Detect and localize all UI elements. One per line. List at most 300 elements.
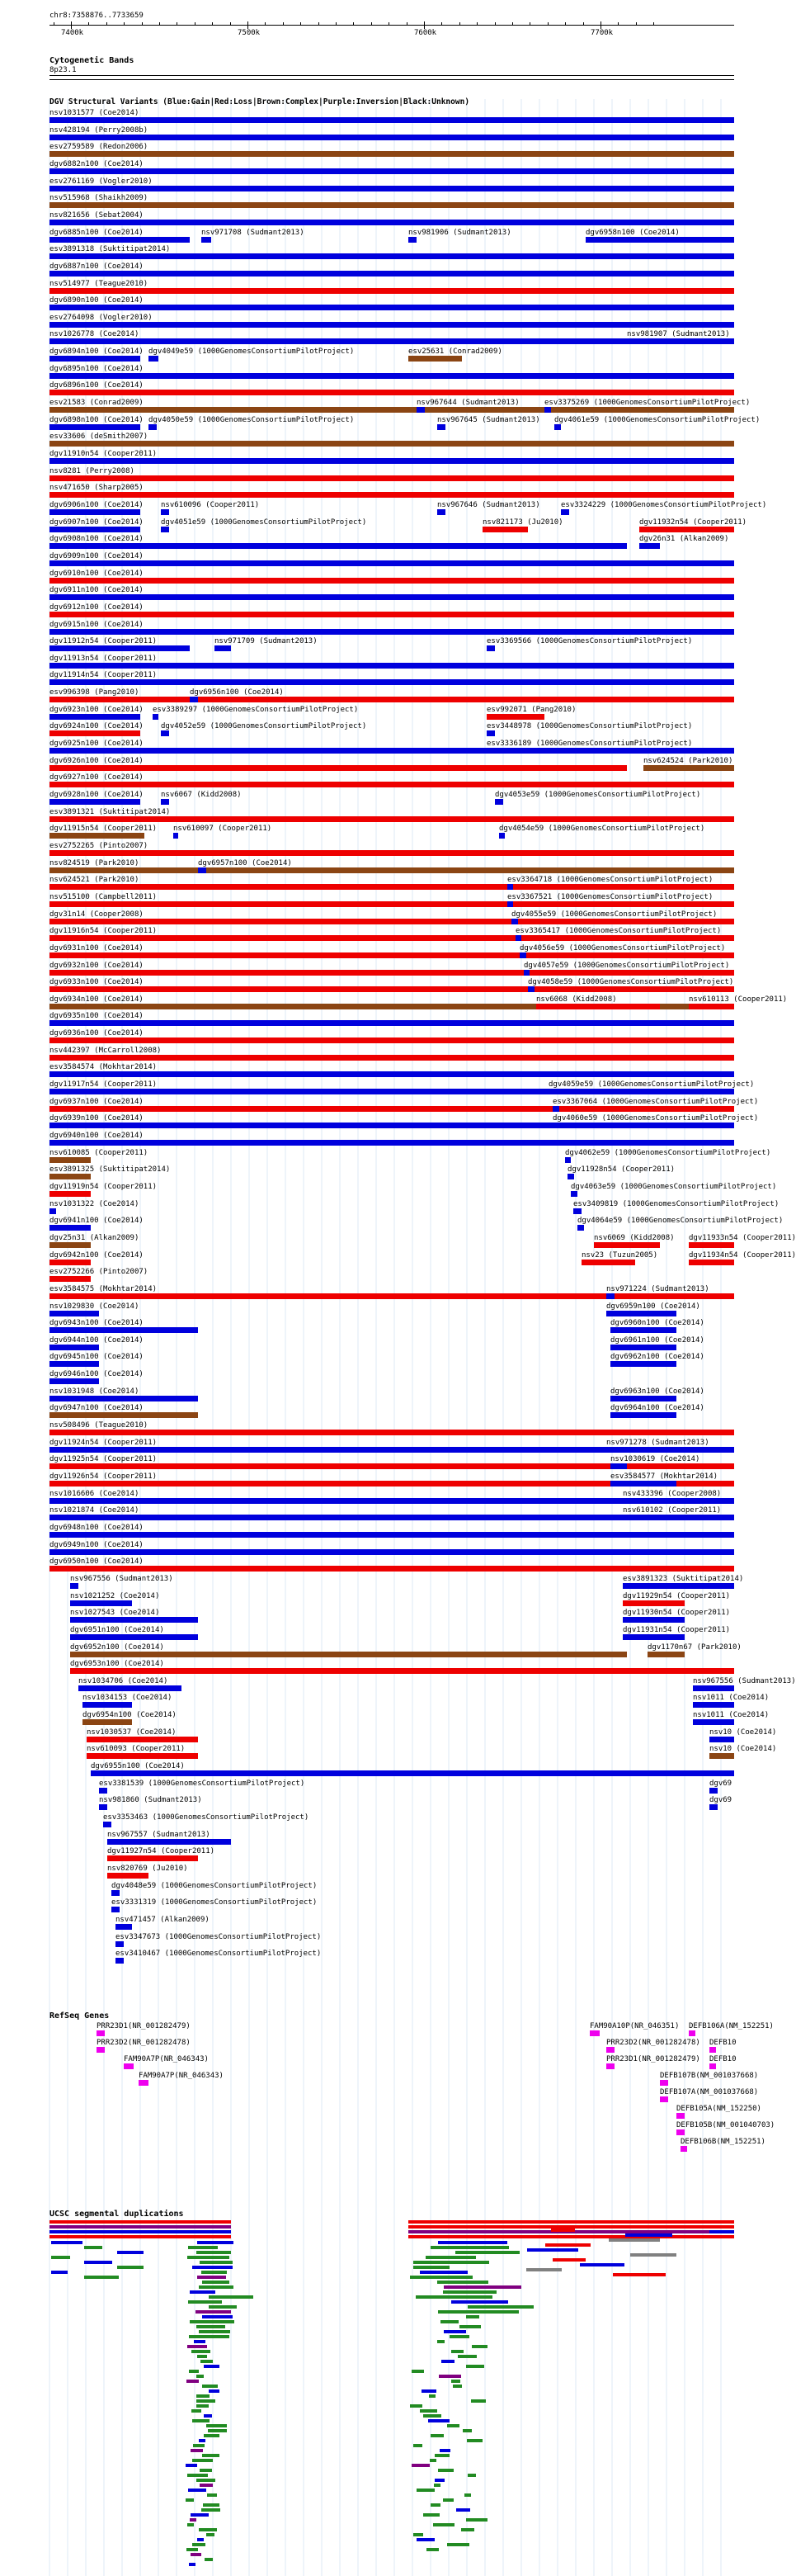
- refseq-gene-label[interactable]: DEFB106B(NM_152251): [681, 2138, 765, 2146]
- segdup-block[interactable]: [197, 2276, 226, 2279]
- dgv-variant-bar[interactable]: [623, 1498, 685, 1504]
- dgv-variant-bar[interactable]: [577, 1225, 584, 1231]
- dgv-variant-label[interactable]: dgv11931n54 (Cooper2011): [623, 1625, 731, 1634]
- segdup-block[interactable]: [455, 2251, 520, 2254]
- segdup-block[interactable]: [613, 2273, 666, 2276]
- dgv-variant-label[interactable]: dgv6894n100 (Coe2014): [49, 347, 144, 357]
- dgv-variant-label[interactable]: dgv4054e59 (1000GenomesConsortiumPilotProject): [499, 825, 705, 834]
- segdup-block[interactable]: [580, 2263, 624, 2266]
- dgv-variant-bar[interactable]: [115, 1924, 132, 1930]
- dgv-variant-label[interactable]: dgv6939n100 (Coe2014): [49, 1114, 144, 1123]
- dgv-variant-bar[interactable]: [536, 1004, 660, 1009]
- dgv-variant-bar[interactable]: [709, 1753, 734, 1759]
- dgv-variant-label[interactable]: dgv11917n54 (Cooper2011): [49, 1080, 158, 1089]
- refseq-gene-glyph[interactable]: [606, 2063, 615, 2069]
- dgv-variant-bar[interactable]: [161, 799, 169, 805]
- dgv-variant-bar[interactable]: [214, 645, 231, 651]
- segdup-block[interactable]: [199, 2528, 217, 2531]
- dgv-variant-label[interactable]: dgv6931n100 (Coe2014): [49, 943, 144, 952]
- dgv-variant-label[interactable]: dgv6928n100 (Coe2014): [49, 791, 144, 799]
- dgv-variant-label[interactable]: nsv428194 (Perry2008b): [49, 125, 148, 135]
- dgv-variant-label[interactable]: dgv6947n100 (Coe2014): [49, 1404, 144, 1413]
- dgv-variant-label[interactable]: dgv6924n100 (Coe2014): [49, 722, 144, 731]
- dgv-variant-label[interactable]: dgv11925n54 (Cooper2011): [49, 1455, 158, 1464]
- dgv-variant-bar[interactable]: [606, 1447, 615, 1453]
- segdup-block[interactable]: [190, 2320, 234, 2323]
- dgv-variant-label[interactable]: nsv1031948 (Coe2014): [49, 1387, 139, 1396]
- dgv-variant-label[interactable]: dgv11930n54 (Cooper2011): [623, 1609, 731, 1618]
- dgv-variant-label[interactable]: dgv6954n100 (Coe2014): [82, 1711, 177, 1720]
- refseq-gene-label[interactable]: PRR23D1(NR_001282479): [97, 2022, 191, 2030]
- dgv-variant-label[interactable]: dgv4061e59 (1000GenomesConsortiumPilotProject): [554, 415, 761, 424]
- dgv-variant-bar[interactable]: [70, 1617, 198, 1623]
- dgv-variant-label[interactable]: dgv6898n100 (Coe2014): [49, 415, 144, 424]
- segdup-block[interactable]: [188, 2246, 218, 2249]
- dgv-variant-bar[interactable]: [49, 458, 734, 464]
- segdup-block[interactable]: [429, 2394, 436, 2398]
- segdup-block[interactable]: [463, 2429, 472, 2432]
- dgv-variant-bar[interactable]: [49, 1276, 91, 1282]
- dgv-variant-label[interactable]: nsv1031322 (Coe2014): [49, 1199, 139, 1208]
- dgv-variant-bar[interactable]: [49, 1345, 99, 1350]
- segdup-block[interactable]: [191, 2350, 210, 2353]
- segdup-block[interactable]: [461, 2528, 474, 2531]
- dgv-variant-bar[interactable]: [49, 1293, 734, 1299]
- segdup-block[interactable]: [187, 2256, 229, 2259]
- dgv-variant-label[interactable]: esv3375269 (1000GenomesConsortiumPilotProject): [544, 399, 751, 408]
- segdup-block[interactable]: [208, 2429, 227, 2432]
- dgv-variant-bar[interactable]: [565, 1157, 571, 1163]
- segdup-block[interactable]: [444, 2330, 466, 2333]
- dgv-variant-label[interactable]: dgv4048e59 (1000GenomesConsortiumPilotProject): [111, 1881, 318, 1890]
- dgv-variant-label[interactable]: dgv6948n100 (Coe2014): [49, 1523, 144, 1532]
- dgv-variant-label[interactable]: nsv971708 (Sudmant2013): [201, 228, 304, 237]
- dgv-variant-label[interactable]: dgv6933n100 (Coe2014): [49, 978, 144, 987]
- segdup-block[interactable]: [189, 2335, 229, 2338]
- dgv-variant-label[interactable]: nsv967556 (Sudmant2013): [693, 1676, 796, 1685]
- dgv-variant-bar[interactable]: [553, 1106, 559, 1112]
- dgv-variant-label[interactable]: esv3891321 (Suktitipat2014): [49, 807, 171, 816]
- dgv-variant-label[interactable]: esv2764098 (Vogler2010): [49, 313, 153, 322]
- dgv-variant-label[interactable]: dgv4059e59 (1000GenomesConsortiumPilotProject): [549, 1080, 755, 1089]
- dgv-variant-label[interactable]: esv992071 (Pang2010): [487, 705, 577, 714]
- dgv-variant-label[interactable]: dgv6937n100 (Coe2014): [49, 1097, 144, 1106]
- dgv-variant-label[interactable]: nsv471650 (Sharp2005): [49, 484, 144, 493]
- segdup-block[interactable]: [49, 2230, 231, 2233]
- dgv-variant-bar[interactable]: [49, 645, 190, 651]
- segdup-block[interactable]: [196, 2404, 209, 2408]
- dgv-variant-label[interactable]: esv2752265 (Pinto2007): [49, 841, 148, 850]
- segdup-block[interactable]: [553, 2258, 586, 2262]
- dgv-variant-label[interactable]: dgv11912n54 (Cooper2011): [49, 637, 158, 646]
- dgv-variant-label[interactable]: nsv1016606 (Coe2014): [49, 1489, 139, 1498]
- segdup-block[interactable]: [439, 2375, 461, 2378]
- segdup-block[interactable]: [450, 2335, 469, 2338]
- segdup-block[interactable]: [408, 2235, 734, 2238]
- dgv-variant-bar[interactable]: [70, 1668, 734, 1674]
- segdup-block[interactable]: [420, 2409, 437, 2413]
- dgv-variant-bar[interactable]: [107, 1855, 198, 1861]
- dgv-variant-bar[interactable]: [49, 407, 734, 413]
- dgv-variant-label[interactable]: nsv471457 (Alkan2009): [115, 1915, 210, 1924]
- segdup-block[interactable]: [466, 2365, 484, 2368]
- segdup-block[interactable]: [423, 2513, 440, 2517]
- dgv-variant-bar[interactable]: [709, 1737, 734, 1742]
- segdup-block[interactable]: [188, 2300, 222, 2304]
- segdup-block[interactable]: [471, 2399, 486, 2403]
- segdup-block[interactable]: [202, 2385, 218, 2388]
- dgv-variant-bar[interactable]: [49, 305, 734, 310]
- segdup-block[interactable]: [412, 2464, 430, 2467]
- dgv-variant-label[interactable]: nsv442397 (McCarroll2008): [49, 1046, 162, 1055]
- dgv-variant-label[interactable]: esv3891318 (Suktitipat2014): [49, 245, 171, 254]
- dgv-variant-bar[interactable]: [49, 202, 734, 208]
- dgv-variant-label[interactable]: dgv11916n54 (Cooper2011): [49, 927, 158, 936]
- dgv-variant-bar[interactable]: [511, 919, 518, 924]
- dgv-variant-bar[interactable]: [49, 1412, 198, 1418]
- dgv-variant-label[interactable]: dgv6906n100 (Coe2014): [49, 500, 144, 509]
- dgv-variant-label[interactable]: esv3331319 (1000GenomesConsortiumPilotProject): [111, 1898, 318, 1907]
- dgv-variant-label[interactable]: nsv610085 (Cooper2011): [49, 1148, 148, 1157]
- dgv-variant-label[interactable]: dgv11927n54 (Cooper2011): [107, 1847, 215, 1856]
- refseq-gene-label[interactable]: PRR23D2(NR_001282478): [97, 2039, 191, 2047]
- dgv-variant-bar[interactable]: [198, 867, 206, 873]
- dgv-variant-bar[interactable]: [49, 1396, 198, 1401]
- dgv-variant-bar[interactable]: [111, 1890, 120, 1896]
- segdup-block[interactable]: [202, 2281, 229, 2284]
- dgv-variant-label[interactable]: dgv11926n54 (Cooper2011): [49, 1472, 158, 1481]
- dgv-variant-bar[interactable]: [606, 1293, 615, 1299]
- dgv-variant-label[interactable]: nsv610096 (Cooper2011): [161, 500, 260, 509]
- dgv-variant-bar[interactable]: [528, 986, 535, 992]
- dgv-variant-label[interactable]: nsv1030619 (Coe2014): [610, 1455, 700, 1464]
- refseq-gene-label[interactable]: FAM90A10P(NR_046351): [590, 2022, 680, 2030]
- segdup-block[interactable]: [435, 2454, 450, 2457]
- segdup-block[interactable]: [458, 2355, 477, 2358]
- dgv-variant-bar[interactable]: [49, 1327, 198, 1333]
- dgv-variant-label[interactable]: esv25631 (Conrad2009): [408, 347, 502, 357]
- dgv-variant-bar[interactable]: [648, 1652, 685, 1657]
- refseq-gene-label[interactable]: FAM90A7P(NR_046343): [124, 2055, 209, 2063]
- dgv-variant-label[interactable]: nsv23 (Tuzun2005): [582, 1250, 658, 1260]
- dgv-variant-bar[interactable]: [49, 697, 734, 702]
- segdup-block[interactable]: [199, 2439, 205, 2442]
- dgv-variant-bar[interactable]: [49, 901, 734, 907]
- segdup-block[interactable]: [451, 2380, 460, 2383]
- segdup-block[interactable]: [410, 2404, 422, 2408]
- dgv-variant-bar[interactable]: [87, 1737, 198, 1742]
- segdup-block[interactable]: [438, 2310, 519, 2314]
- dgv-variant-bar[interactable]: [49, 1463, 734, 1469]
- segdup-block[interactable]: [191, 2553, 201, 2556]
- dgv-variant-label[interactable]: nsv8281 (Perry2008): [49, 466, 134, 475]
- dgv-variant-label[interactable]: esv33606 (deSmith2007): [49, 432, 148, 442]
- segdup-block[interactable]: [428, 2419, 450, 2422]
- segdup-block[interactable]: [200, 2261, 233, 2264]
- segdup-block[interactable]: [189, 2370, 199, 2373]
- dgv-variant-bar[interactable]: [437, 509, 445, 515]
- dgv-variant-bar[interactable]: [49, 1191, 91, 1197]
- dgv-variant-label[interactable]: nsv610093 (Cooper2011): [87, 1745, 186, 1754]
- segdup-block[interactable]: [201, 2508, 220, 2512]
- dgv-variant-label[interactable]: esv3584577 (Mokhtar2014): [610, 1472, 718, 1481]
- segdup-block[interactable]: [192, 2266, 233, 2269]
- dgv-variant-bar[interactable]: [610, 1327, 676, 1333]
- dgv-variant-bar[interactable]: [49, 884, 734, 890]
- segdup-block[interactable]: [468, 2474, 476, 2477]
- dgv-variant-label[interactable]: nsv508496 (Teague2010): [49, 1421, 148, 1430]
- dgv-variant-bar[interactable]: [161, 730, 169, 736]
- dgv-variant-bar[interactable]: [49, 1311, 99, 1316]
- segdup-block[interactable]: [205, 2558, 213, 2561]
- dgv-variant-label[interactable]: nsv610097 (Cooper2011): [173, 825, 272, 834]
- dgv-variant-bar[interactable]: [173, 833, 178, 839]
- refseq-gene-label[interactable]: DEFB10: [709, 2039, 737, 2047]
- dgv-variant-label[interactable]: dgv6908n100 (Coe2014): [49, 535, 144, 544]
- segdup-block[interactable]: [192, 2419, 210, 2422]
- dgv-variant-label[interactable]: dgv6952n100 (Coe2014): [70, 1642, 164, 1652]
- refseq-gene-glyph[interactable]: [139, 2080, 148, 2086]
- refseq-gene-label[interactable]: PRR23D1(NR_001282479): [606, 2055, 700, 2063]
- dgv-variant-bar[interactable]: [499, 833, 505, 839]
- dgv-variant-label[interactable]: nsv515100 (Campbell2011): [49, 892, 158, 901]
- dgv-variant-label[interactable]: dgv4049e59 (1000GenomesConsortiumPilotProject): [148, 347, 355, 357]
- segdup-block[interactable]: [192, 2543, 205, 2546]
- dgv-variant-label[interactable]: dgv6923n100 (Coe2014): [49, 705, 144, 714]
- dgv-variant-bar[interactable]: [115, 1958, 124, 1964]
- dgv-variant-bar[interactable]: [153, 714, 158, 720]
- dgv-variant-bar[interactable]: [49, 560, 734, 566]
- dgv-variant-label[interactable]: esv3381539 (1000GenomesConsortiumPilotProject): [99, 1779, 305, 1788]
- dgv-variant-bar[interactable]: [115, 1941, 124, 1947]
- dgv-variant-label[interactable]: dgv4064e59 (1000GenomesConsortiumPilotProject): [577, 1217, 784, 1226]
- dgv-variant-label[interactable]: dgv4063e59 (1000GenomesConsortiumPilotProject): [571, 1182, 777, 1191]
- dgv-variant-bar[interactable]: [594, 1242, 660, 1248]
- dgv-variant-label[interactable]: dgv6882n100 (Coe2014): [49, 159, 144, 168]
- dgv-variant-bar[interactable]: [623, 1515, 685, 1520]
- segdup-block[interactable]: [451, 2300, 508, 2304]
- segdup-block[interactable]: [197, 2241, 233, 2244]
- dgv-variant-bar[interactable]: [49, 135, 734, 140]
- dgv-variant-label[interactable]: dgv11910n54 (Cooper2011): [49, 450, 158, 458]
- segdup-block[interactable]: [190, 2518, 196, 2522]
- segdup-block[interactable]: [188, 2489, 206, 2492]
- segdup-block[interactable]: [203, 2503, 219, 2507]
- dgv-variant-label[interactable]: nsv821656 (Sebat2004): [49, 210, 144, 220]
- dgv-variant-label[interactable]: dgv11913n54 (Cooper2011): [49, 654, 158, 663]
- segdup-block[interactable]: [464, 2493, 471, 2497]
- segdup-block[interactable]: [197, 2355, 207, 2358]
- dgv-variant-label[interactable]: esv3367521 (1000GenomesConsortiumPilotProject): [507, 892, 714, 901]
- segdup-block[interactable]: [186, 2380, 199, 2383]
- segdup-block[interactable]: [194, 2340, 205, 2343]
- dgv-variant-label[interactable]: dgv4052e59 (1000GenomesConsortiumPilotProject): [161, 722, 367, 731]
- dgv-variant-label[interactable]: nsv610102 (Cooper2011): [623, 1506, 722, 1515]
- refseq-gene-glyph[interactable]: [676, 2113, 685, 2119]
- dgv-variant-label[interactable]: nsv1027543 (Coe2014): [70, 1609, 160, 1618]
- dgv-variant-label[interactable]: nsv610113 (Cooper2011): [689, 995, 788, 1004]
- dgv-variant-bar[interactable]: [161, 509, 169, 515]
- segdup-block[interactable]: [49, 2220, 231, 2224]
- dgv-variant-bar[interactable]: [70, 1634, 198, 1640]
- dgv-variant-bar[interactable]: [82, 1719, 132, 1725]
- dgv-variant-bar[interactable]: [49, 1106, 734, 1112]
- dgv-variant-bar[interactable]: [103, 1822, 111, 1827]
- dgv-variant-label[interactable]: esv21583 (Conrad2009): [49, 399, 144, 408]
- segdup-block[interactable]: [204, 2365, 219, 2368]
- dgv-variant-bar[interactable]: [408, 237, 417, 243]
- segdup-block[interactable]: [434, 2484, 440, 2487]
- segdup-block[interactable]: [117, 2266, 144, 2269]
- segdup-block[interactable]: [709, 2225, 734, 2229]
- segdup-block[interactable]: [413, 2533, 423, 2536]
- dgv-variant-bar[interactable]: [70, 1600, 132, 1606]
- dgv-variant-bar[interactable]: [606, 1311, 676, 1316]
- dgv-variant-bar[interactable]: [201, 237, 211, 243]
- segdup-block[interactable]: [443, 2290, 497, 2294]
- dgv-variant-bar[interactable]: [627, 338, 634, 344]
- dgv-variant-label[interactable]: nsv1021874 (Coe2014): [49, 1506, 139, 1515]
- dgv-variant-bar[interactable]: [520, 952, 526, 958]
- segdup-block[interactable]: [412, 2370, 424, 2373]
- segdup-block[interactable]: [84, 2246, 102, 2249]
- dgv-variant-bar[interactable]: [49, 424, 140, 430]
- dgv-variant-label[interactable]: esv3410467 (1000GenomesConsortiumPilotProject): [115, 1950, 322, 1959]
- dgv-variant-label[interactable]: nsv981860 (Sudmant2013): [99, 1796, 202, 1805]
- dgv-variant-bar[interactable]: [49, 492, 734, 498]
- dgv-variant-label[interactable]: nsv1034706 (Coe2014): [78, 1676, 168, 1685]
- dgv-variant-bar[interactable]: [507, 901, 513, 907]
- dgv-variant-label[interactable]: dgv6887n100 (Coe2014): [49, 262, 144, 271]
- segdup-block[interactable]: [191, 2513, 209, 2517]
- dgv-variant-label[interactable]: dgv31n14 (Cooper2008): [49, 910, 144, 919]
- refseq-gene-label[interactable]: PRR23D2(NR_001282478): [606, 2039, 700, 2047]
- dgv-variant-label[interactable]: dgv4060e59 (1000GenomesConsortiumPilotProject): [553, 1114, 759, 1123]
- dgv-variant-bar[interactable]: [49, 1566, 734, 1572]
- dgv-variant-label[interactable]: dgv6951n100 (Coe2014): [70, 1625, 164, 1634]
- dgv-variant-label[interactable]: dgv6907n100 (Coe2014): [49, 518, 144, 527]
- segdup-block[interactable]: [49, 2225, 231, 2229]
- dgv-variant-label[interactable]: esv3365417 (1000GenomesConsortiumPilotProject): [516, 927, 722, 936]
- segdup-block[interactable]: [451, 2350, 464, 2353]
- dgv-variant-bar[interactable]: [49, 748, 734, 754]
- dgv-variant-bar[interactable]: [148, 356, 158, 362]
- dgv-variant-label[interactable]: esv2752266 (Pinto2007): [49, 1268, 148, 1277]
- dgv-variant-bar[interactable]: [107, 1839, 231, 1845]
- dgv-variant-label[interactable]: dgv11934n54 (Cooper2011): [689, 1250, 796, 1260]
- dgv-variant-label[interactable]: dgv6959n100 (Coe2014): [606, 1302, 700, 1311]
- segdup-block[interactable]: [196, 2251, 231, 2254]
- dgv-variant-bar[interactable]: [49, 1020, 734, 1026]
- refseq-gene-label[interactable]: DEFB107B(NM_001037668): [660, 2072, 759, 2080]
- dgv-variant-bar[interactable]: [49, 1174, 91, 1179]
- dgv-variant-bar[interactable]: [507, 884, 513, 890]
- segdup-block[interactable]: [51, 2241, 82, 2244]
- dgv-variant-bar[interactable]: [568, 1174, 574, 1179]
- dgv-variant-bar[interactable]: [610, 1412, 676, 1418]
- segdup-block[interactable]: [196, 2399, 215, 2403]
- segdup-block[interactable]: [49, 2235, 231, 2238]
- segdup-block[interactable]: [187, 2345, 207, 2348]
- dgv-variant-bar[interactable]: [49, 237, 190, 243]
- refseq-gene-label[interactable]: DEFB105A(NM_152250): [676, 2105, 761, 2113]
- dgv-variant-label[interactable]: esv3353463 (1000GenomesConsortiumPilotProject): [103, 1813, 309, 1822]
- dgv-variant-bar[interactable]: [49, 799, 140, 805]
- dgv-variant-label[interactable]: nsv6067 (Kidd2008): [161, 791, 242, 799]
- segdup-block[interactable]: [200, 2484, 213, 2487]
- dgv-variant-label[interactable]: nsv433396 (Cooper2008): [623, 1489, 722, 1498]
- segdup-block[interactable]: [447, 2543, 469, 2546]
- dgv-variant-label[interactable]: nsv1026778 (Coe2014): [49, 330, 139, 339]
- dgv-variant-label[interactable]: nsv515968 (Shaikh2009): [49, 194, 148, 203]
- dgv-variant-bar[interactable]: [49, 867, 734, 873]
- dgv-variant-bar[interactable]: [49, 782, 734, 787]
- dgv-variant-bar[interactable]: [417, 407, 425, 413]
- dgv-variant-bar[interactable]: [49, 578, 734, 584]
- dgv-variant-label[interactable]: nsv967646 (Sudmant2013): [437, 500, 540, 509]
- segdup-block[interactable]: [413, 2261, 489, 2264]
- dgv-variant-bar[interactable]: [689, 1242, 734, 1248]
- refseq-gene-glyph[interactable]: [660, 2080, 668, 2086]
- dgv-variant-label[interactable]: nsv10 (Coe2014): [709, 1745, 777, 1754]
- dgv-variant-label[interactable]: dgv11919n54 (Cooper2011): [49, 1182, 158, 1191]
- dgv-variant-bar[interactable]: [610, 1463, 627, 1469]
- dgv-variant-bar[interactable]: [549, 1089, 554, 1094]
- dgv-variant-label[interactable]: esv2759589 (Redon2006): [49, 143, 148, 152]
- dgv-variant-label[interactable]: nsv971709 (Sudmant2013): [214, 637, 318, 646]
- dgv-variant-label[interactable]: esv3891323 (Suktitipat2014): [623, 1574, 744, 1583]
- segdup-block[interactable]: [438, 2469, 454, 2472]
- dgv-variant-bar[interactable]: [91, 1770, 734, 1776]
- dgv-variant-label[interactable]: dgv6964n100 (Coe2014): [610, 1404, 704, 1413]
- segdup-block[interactable]: [191, 2409, 201, 2413]
- dgv-variant-bar[interactable]: [561, 509, 569, 515]
- dgv-variant-bar[interactable]: [49, 1378, 99, 1384]
- dgv-variant-label[interactable]: dgv6956n100 (Coe2014): [190, 688, 284, 697]
- dgv-variant-bar[interactable]: [49, 612, 734, 617]
- segdup-block[interactable]: [435, 2479, 445, 2482]
- segdup-block[interactable]: [202, 2454, 219, 2457]
- dgv-variant-bar[interactable]: [49, 322, 734, 328]
- segdup-block[interactable]: [206, 2424, 227, 2427]
- dgv-variant-label[interactable]: nsv1021252 (Coe2014): [70, 1591, 160, 1600]
- dgv-variant-label[interactable]: dgv69: [709, 1779, 732, 1788]
- dgv-variant-label[interactable]: dgv11932n54 (Cooper2011): [639, 518, 747, 527]
- dgv-variant-label[interactable]: nsv967644 (Sudmant2013): [417, 399, 520, 408]
- dgv-variant-bar[interactable]: [49, 816, 734, 822]
- segdup-block[interactable]: [51, 2256, 70, 2259]
- segdup-block[interactable]: [200, 2469, 212, 2472]
- dgv-variant-bar[interactable]: [49, 356, 140, 362]
- dgv-variant-bar[interactable]: [586, 237, 734, 243]
- dgv-variant-bar[interactable]: [49, 1242, 91, 1248]
- segdup-block[interactable]: [413, 2444, 422, 2447]
- dgv-variant-bar[interactable]: [49, 1037, 734, 1043]
- refseq-gene-glyph[interactable]: [606, 2047, 615, 2053]
- segdup-block[interactable]: [422, 2389, 436, 2393]
- segdup-block[interactable]: [423, 2414, 441, 2418]
- scale-ruler[interactable]: [49, 21, 734, 46]
- segdup-block[interactable]: [199, 2285, 233, 2289]
- dgv-variant-label[interactable]: nsv1030537 (Coe2014): [87, 1728, 177, 1737]
- segdup-block[interactable]: [431, 2246, 509, 2249]
- dgv-variant-label[interactable]: esv3448978 (1000GenomesConsortiumPilotProject): [487, 722, 693, 731]
- dgv-variant-label[interactable]: nsv10 (Coe2014): [709, 1728, 777, 1737]
- dgv-variant-bar[interactable]: [610, 1481, 676, 1487]
- dgv-variant-bar[interactable]: [610, 1396, 676, 1401]
- dgv-variant-label[interactable]: esv2761169 (Vogler2010): [49, 177, 153, 186]
- dgv-variant-bar[interactable]: [693, 1719, 734, 1725]
